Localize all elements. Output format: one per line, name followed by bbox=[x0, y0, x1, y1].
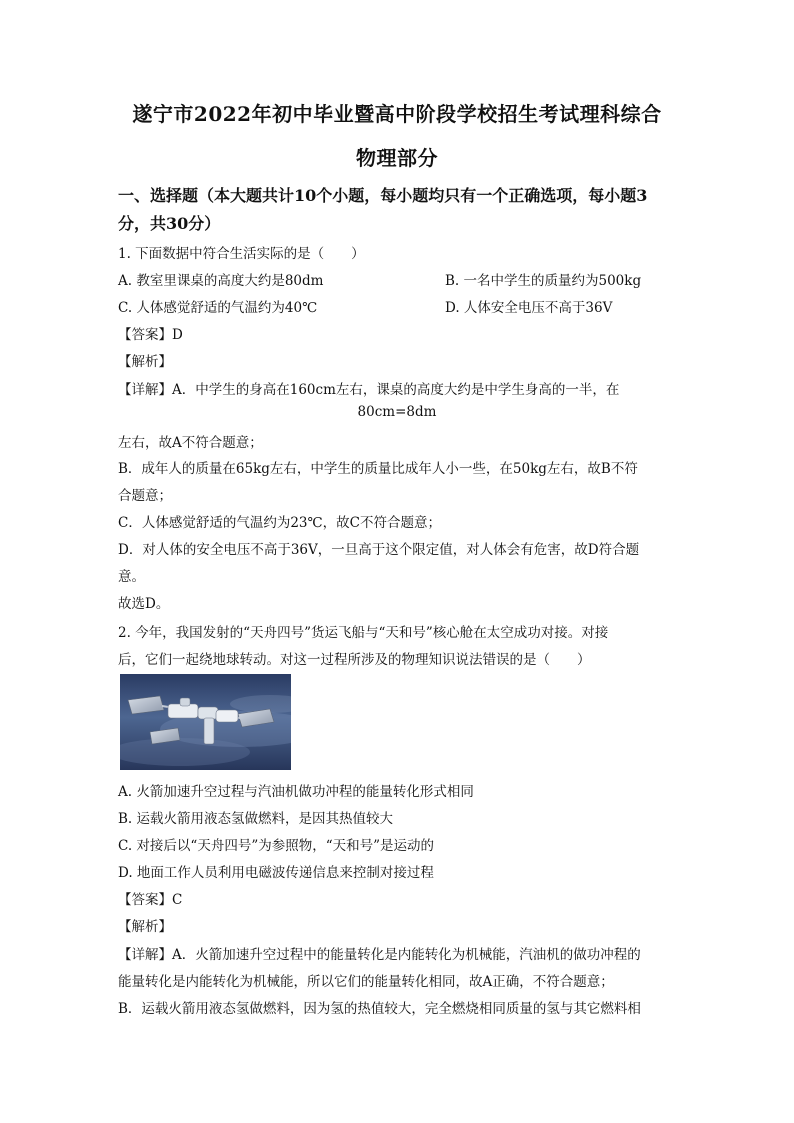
q1-conclusion: 故选D。 bbox=[118, 596, 170, 612]
section-heading-cont: 分，共30分） bbox=[118, 214, 221, 233]
q2-option-c: C. 对接后以“天舟四号”为参照物，“天和号”是运动的 bbox=[118, 838, 435, 854]
q1-detail-d-cont: 意。 bbox=[118, 569, 145, 585]
q2-option-a: A. 火箭加速升空过程与汽油机做功冲程的能量转化形式相同 bbox=[118, 784, 474, 800]
q2-analysis-label: 【解析】 bbox=[118, 919, 172, 935]
q2-stem: 2. 今年，我国发射的“天舟四号”货运飞船与“天和号”核心舱在太空成功对接。对接 bbox=[118, 625, 609, 641]
q1-option-c: C. 人体感觉舒适的气温约为40℃ bbox=[118, 300, 318, 316]
q2-detail-a-cont: 能量转化是内能转化为机械能，所以它们的能量转化相同，故A正确，不符合题意； bbox=[118, 974, 614, 990]
q1-detail-b: B．成年人的质量在65kg左右，中学生的质量比成年人小一些，在50kg左右，故B不符 bbox=[118, 461, 638, 477]
exam-title: 遂宁市2022年初中毕业暨高中阶段学校招生考试理科综合 bbox=[132, 102, 662, 126]
q1-detail-b-cont: 合题意； bbox=[118, 488, 172, 504]
q1-option-a: A. 教室里课桌的高度大约是80dm bbox=[118, 273, 324, 289]
q2-option-d: D. 地面工作人员利用电磁波传递信息来控制对接过程 bbox=[118, 865, 434, 881]
q1-detail-a-cont: 左右，故A不符合题意； bbox=[118, 435, 263, 451]
q2-detail-b: B．运载火箭用液态氢做燃料，因为氢的热值较大，完全燃烧相同质量的氢与其它燃料相 bbox=[118, 1001, 641, 1017]
q1-detail-d: D．对人体的安全电压不高于36V，一旦高于这个限定值，对人体会有危害，故D符合题 bbox=[118, 542, 640, 558]
q1-stem: 1. 下面数据中符合生活实际的是（ ） bbox=[118, 246, 365, 262]
q2-answer: 【答案】C bbox=[118, 892, 183, 908]
space-station-illustration bbox=[120, 674, 291, 770]
q1-formula: 80cm=8dm bbox=[357, 404, 437, 420]
q2-option-b: B. 运载火箭用液态氢做燃料，是因其热值较大 bbox=[118, 811, 394, 827]
q1-detail-c: C．人体感觉舒适的气温约为23℃，故C不符合题意； bbox=[118, 515, 441, 531]
q1-option-d: D. 人体安全电压不高于36V bbox=[445, 300, 613, 316]
section-heading: 一、选择题（本大题共计10个小题，每小题均只有一个正确选项，每小题3 bbox=[118, 186, 648, 205]
q1-option-b: B. 一名中学生的质量约为500kg bbox=[445, 273, 642, 289]
q1-detail-a: 【详解】A．中学生的身高在160cm左右，课桌的高度大约是中学生身高的一半，在 bbox=[118, 382, 620, 398]
exam-subtitle: 物理部分 bbox=[356, 146, 438, 170]
q1-analysis-label: 【解析】 bbox=[118, 354, 172, 370]
q1-answer: 【答案】D bbox=[118, 327, 183, 343]
q2-stem-cont: 后，它们一起绕地球转动。对这一过程所涉及的物理知识说法错误的是（ ） bbox=[118, 652, 591, 668]
q2-detail-a: 【详解】A．火箭加速升空过程中的能量转化是内能转化为机械能，汽油机的做功冲程的 bbox=[118, 947, 641, 963]
space-station-photo bbox=[120, 674, 291, 770]
